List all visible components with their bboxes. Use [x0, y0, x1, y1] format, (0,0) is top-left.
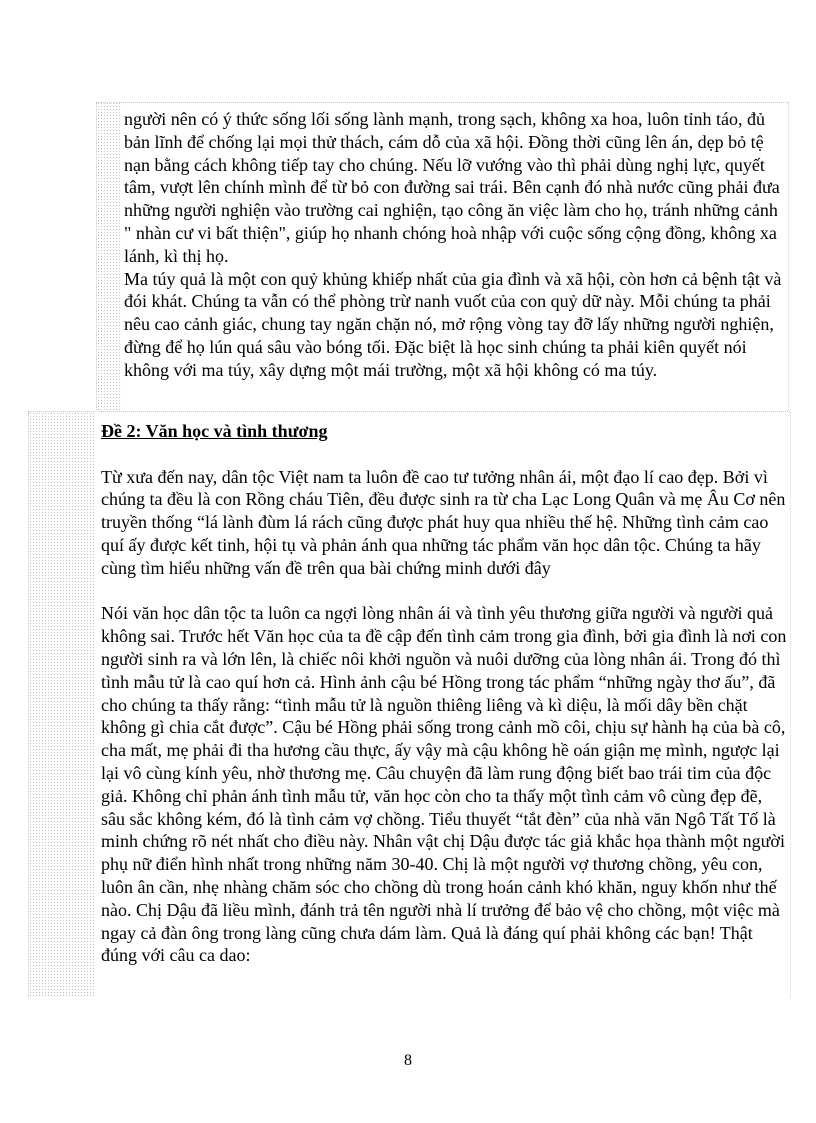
table-right-border [790, 412, 791, 998]
table-gutter-shaded [96, 102, 121, 410]
body-paragraph: Từ xưa đến nay, dân tộc Việt nam ta luôn đề cao tư tưởng nhân ái, một đạo lí cao đẹp. Bởi vì chúng ta đều là con Rồng cháu Tiên, đều được sinh ra từ cha Lạc Long Quân và mẹ Âu Cơ nên truyền thống “lá lành đùm lá rách cũng được phát huy qua nhiều thế hệ. Những tình cảm cao quí ấy được kết tinh, hội tụ và phản ánh qua những tác phẩm văn học dân tộc. Chúng ta hãy cùng tìm hiểu những vấn đề trên qua bài chứng minh dưới đây [101, 466, 786, 578]
table-row-divider [28, 411, 790, 412]
essay-section-2 [101, 420, 789, 967]
table-gutter-shaded [28, 412, 95, 998]
body-paragraph: Ma túy quả là một con quỷ khủng khiếp nhất của gia đình và xã hội, còn hơn cả bệnh tật và đói khát. Chúng ta vẫn có thể phòng trừ nanh vuốt của con quỷ dữ này. Mỗi chúng ta phải nêu cao cảnh giác, chung tay ngăn chặn nó, mở rộng vòng tay đỡ lấy những người nghiện, đừng để họ lún quá sâu vào bóng tối. Đặc biệt là học sinh chúng ta phải kiên quyết nói không với ma túy, xây dựng một mái trường, một xã hội không có ma túy. [124, 268, 782, 380]
table-top-border [96, 102, 788, 103]
body-paragraph: Nói văn học dân tộc ta luôn ca ngợi lòng nhân ái và tình yêu thương giữa người và người quả không sai. Trước hết Văn học của ta đề cập đến tình cảm trong gia đình, bởi gia đình là nơi con người sinh ra và lớn lên, là chiếc nôi khởi nguồn và nuôi dưỡng của lòng nhân ái. Trong đó thì tình mẫu tử là cao quí hơn cả. Hình ảnh cậu bé Hồng trong tác phẩm “những ngày thơ ấu”, đã cho chúng ta thấy rằng: “tình mẫu tử là nguồn thiêng liêng và kì diệu, là mối dây bền chặt không gì chia cắt được”. Cậu bé Hồng phải sống trong cảnh mồ côi, chịu sự hành hạ của bà cô, cha mất, mẹ phải đi tha hương cầu thực, ấy vậy mà cậu không hề oán giận mẹ mình, ngược lại lại vô cùng kính yêu, nhờ thương mẹ. Câu chuyện đã làm rung động biết bao trái tim của độc giả. Không chỉ phản ánh tình mẫu tử, văn học còn cho ta thấy một tình cảm vô cùng đẹp đẽ, sâu sắc không kém, đó là tình cảm vợ chồng. Tiểu thuyết “tắt đèn” của nhà văn Ngô Tất Tố là minh chứng rõ nét nhất cho điều này. Nhân vật chị Dậu được tác giả khắc họa thành một người phụ nữ điển hình nhất trong những năm 30-40. Chị là một người vợ thương chồng, yêu con, luôn ân cần, nhẹ nhàng chăm sóc cho chồng dù trong hoán cảnh khó khăn, nguy khốn như thế nào. Chị Dậu đã liều mình, đánh trả tên người nhà lí trưởng để bảo vệ cho chồng, một việc mà ngay cả đàn ông trong làng cũng chưa dám làm. Quả là đáng quí phải không các bạn! Thật đúng với câu ca dao: [101, 603, 787, 966]
page-number: 8 [404, 1052, 412, 1069]
body-paragraph: người nên có ý thức sống lối sống lành mạnh, trong sạch, không xa hoa, luôn tỉnh táo, đủ bản lĩnh để chống lại mọi thử thách, cám dỗ của xã hội. Đồng thời cũng lên án, dẹp bỏ tệ nạn bằng cách không tiếp tay cho chúng. Nếu lỡ vướng vào thì phải dùng nghị lực, quyết tâm, vượt lên chính mình để từ bỏ con đường sai trái. Bên cạnh đó nhà nước cũng phải đưa những người nghiện vào trường cai nghiện, tạo công ăn việc làm cho họ, tránh những cảnh " nhàn cư vi bất thiện", giúp họ nhanh chóng hoà nhập với cuộc sống cộng đồng, không xa lánh, kì thị họ. [124, 109, 780, 266]
section-heading: Đề 2: Văn học và tình thương [101, 421, 328, 441]
essay-conclusion-block [124, 108, 784, 382]
table-right-border [788, 102, 789, 410]
